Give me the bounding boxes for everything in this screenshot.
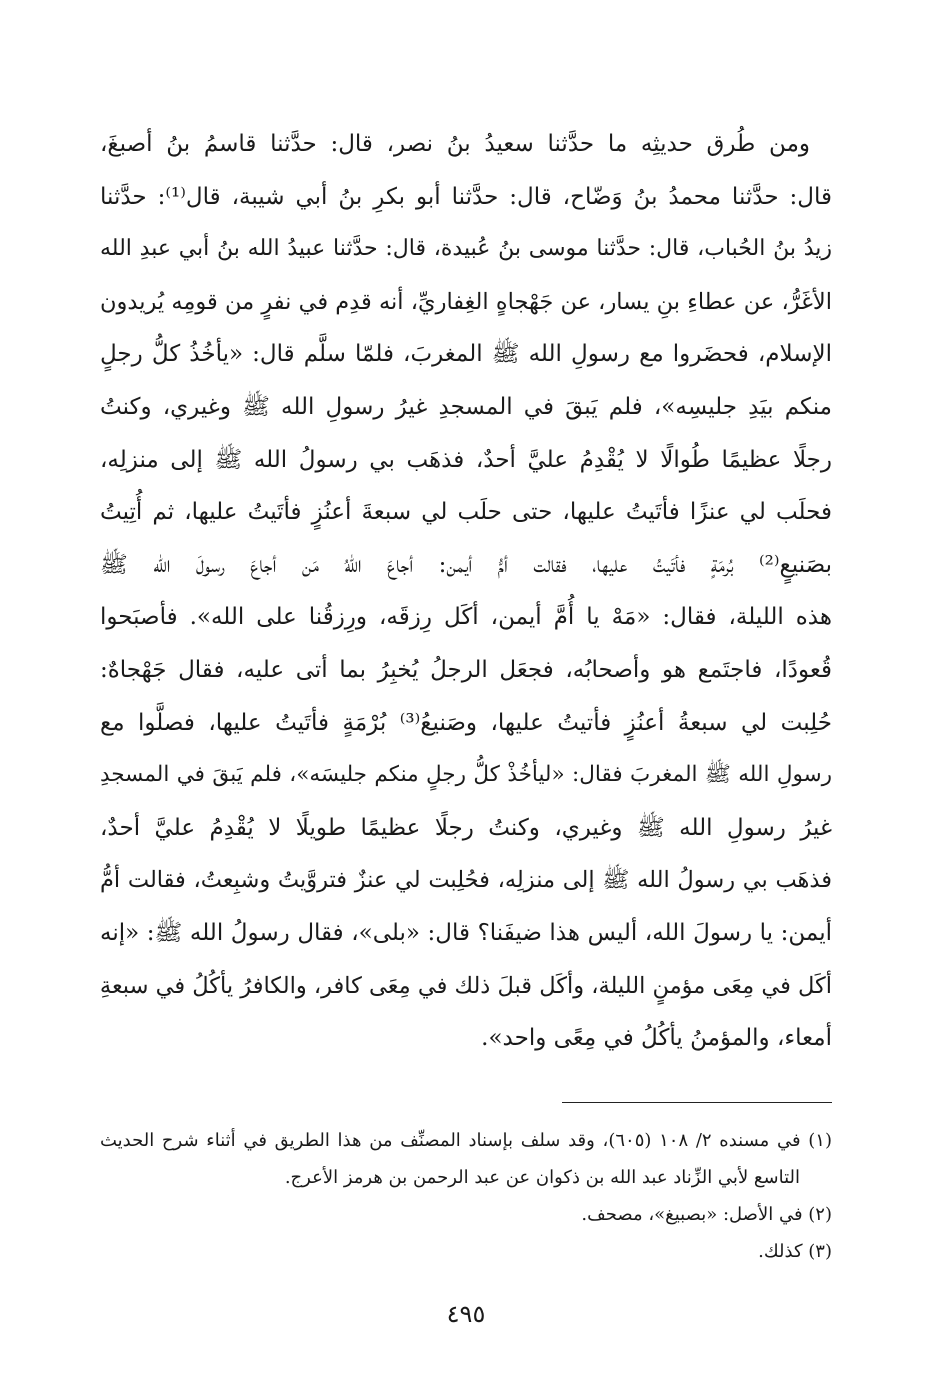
footnotes: [100, 1122, 832, 1270]
text-line: الإسلام، فحضَروا مع رسولِ الله ﷺ المغربَ، فلمّا سلَّم قال: «يأخُذُ كلُّ رجلٍ: [100, 341, 832, 368]
text-line: قُعودًا، فاجتَمع هو وأصحابُه، فجعَل الرجلُ يُخبِرُ بما أتى عليه، فقال جَهْجاهٌ:: [100, 656, 832, 683]
text-line: رسولِ الله ﷺ المغربَ فقال: «ليأخُذْ كلُّ رجلٍ منكم جليسَه»، فلم يَبقَ في المسجدِ: [100, 762, 832, 788]
text-line: رجلًا عظيمًا طُوالًا لا يُقْدِمُ عليَّ أحدٌ، فذهَب بي رسولُ الله ﷺ إلى منزلِه،: [100, 446, 832, 473]
text-line: أيمن: يا رسولَ الله، أليس هذا ضيفَنا؟ قال: «بلى»، فقال رسولُ الله ﷺ: «إنه: [100, 919, 832, 946]
text-line: غيرُ رسولِ الله ﷺ وغيري، وكنتُ رجلًا عظيمًا طويلًا لا يُقْدِمُ عليَّ أحدٌ،: [100, 814, 832, 841]
footnote-1: (١) في مسنده ٢/ ١٠٨ (٦٠٥)، وقد سلف بإسناد المصنِّف من هذا الطريق في أثناء شرح الحديث: [100, 1130, 832, 1151]
text-line: فحلَب لي عنزًا فأتَيتُ عليها، حتى حلَب لي سبعةَ أعنُزٍ فأتَيتُ عليها، ثم أُتِيتُ: [100, 499, 832, 526]
text-line: قال: حدَّثنا محمدُ بنُ وَضّاح، قال: حدَّثنا أبو بكرِ بنُ أبي شيبة، قال⁽¹⁾: حدَّثنا: [100, 183, 832, 210]
footnote-3: (٣) كذلك.: [758, 1241, 832, 1262]
footnote-2: (٢) في الأصل: «بصبيغ»، مصحف.: [581, 1204, 832, 1225]
text-line: زيدُ بنُ الحُباب، قال: حدَّثنا موسى بنُ عُبيدة، قال: حدَّثنا عبيدُ الله بنُ أبي عبدِ الله: [100, 236, 832, 262]
footnote-separator: [562, 1102, 832, 1103]
text-line: حُلِبت لي سبعةُ أعنُزٍ فأتيتُ عليها، وصَنيعُ⁽³⁾ بُرْمَةٍ فأتَيتُ عليها، فصلَّوا مع: [100, 709, 832, 736]
footnote-1-continuation: التاسع لأبي الزِّناد عبد الله بن ذكوان عن عبد الرحمن بن هرمز الأعرج.: [284, 1167, 800, 1188]
main-text: [100, 118, 832, 1065]
text-line: أمعاء، والمؤمنُ يأكُلُ في مِعًى واحد».: [481, 1025, 832, 1052]
text-line: ومن طُرق حديثِه ما حدَّثنا سعيدُ بنُ نصر، قال: حدَّثنا قاسمُ بنُ أصبغَ،: [100, 131, 810, 157]
text-line: الأغَرُّ، عن عطاءِ بنِ يسار، عن جَهْجاهٍ الغِفاريِّ، أنه قدِم في نفرٍ من قومِه يُريدون: [100, 288, 832, 315]
text-line: فذهَب بي رسولُ الله ﷺ إلى منزلِه، فحُلِبت لي عنزٌ فتروَّيتُ وشبِعتُ، فقالت أمُّ: [100, 867, 832, 894]
text-line: هذه الليلة، فقال: «مَهْ يا أُمَّ أيمن، أكَل رِزقَه، ورِزقُنا على الله». فأصبَحوا: [100, 604, 832, 631]
text-line: بصَنيعٍ⁽²⁾ بُرمَةٍ فأتَيتُ عليها، فقالت أمُّ أيمن: أجاعَ اللهُ مَن أجاعَ رسولَ الله ﷺ: [100, 551, 832, 578]
text-line: منكم بيَدِ جليسِه»، فلم يَبقَ في المسجدِ غيرُ رسولِ الله ﷺ وغيري، وكنتُ: [100, 393, 832, 420]
text-line: أكَل في مِعَى مؤمنٍ الليلة، وأكَل قبلَ ذلك في مِعَى كافر، والكافرُ يأكُلُ في سبعةِ: [100, 972, 832, 999]
page-number: ٤٩٥: [446, 1300, 486, 1328]
